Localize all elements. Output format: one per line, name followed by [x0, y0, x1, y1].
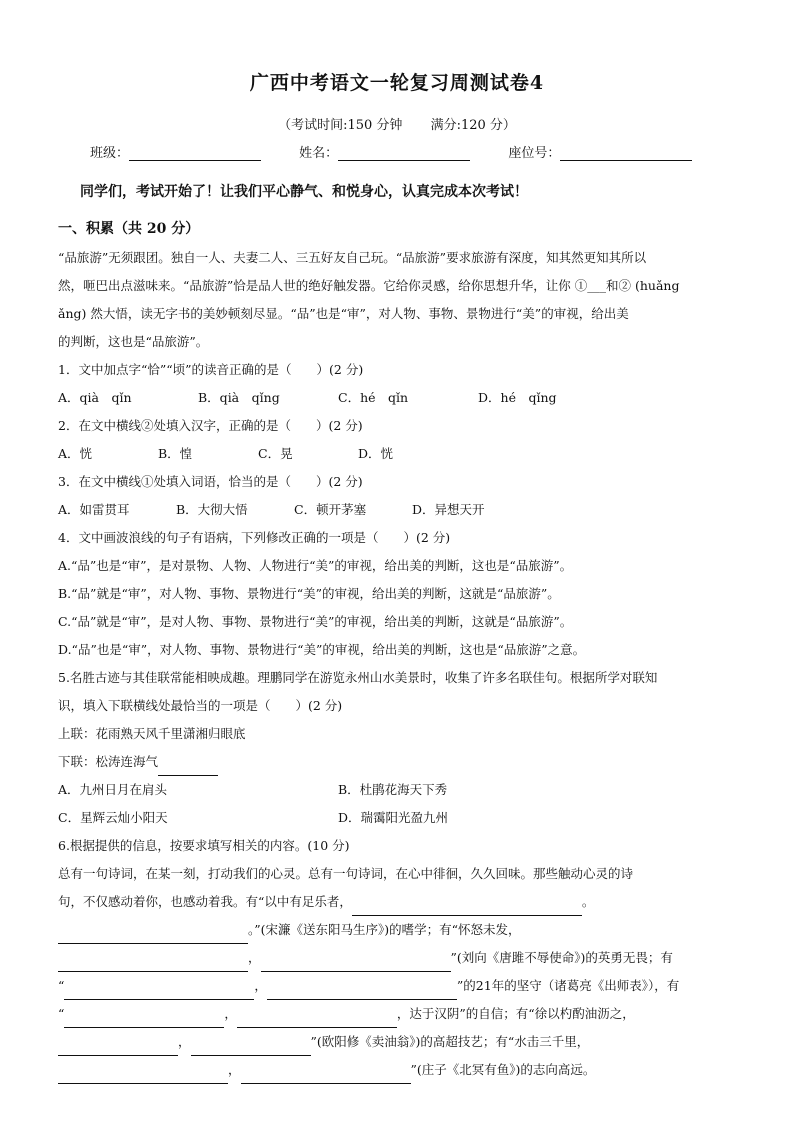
- exam-body: [58, 244, 738, 1084]
- q3-options: [58, 496, 738, 524]
- q6-text: 总有一句诗词，在某一刻，打动我们的心灵。总有一句诗词，在心中徘徊，久久回味。那些触动心灵的诗: [58, 866, 634, 881]
- page-title: 广西中考语文一轮复习周测试卷4: [249, 72, 545, 94]
- q5-stem: 5.名胜古迹与其佳联常能相映成趣。理鹏同学在游览永州山水美景时，收集了许多名联佳句。根据所学对联知: [58, 670, 658, 685]
- passage-line: “品旅游”无须跟团。独自一人、夫妻二人、三五好友自己玩。“品旅游”要求旅游有深度，知其然更知其所以: [58, 250, 647, 265]
- option[interactable]: C.“品”就是“审”，是对人物、事物、景物进行“美”的审视，给出美的判断，这就是“品旅游”。: [58, 614, 573, 629]
- option[interactable]: B.“品”就是“审”，对人物、事物、景物进行“美”的审视，给出美的判断，这就是“品旅游”。: [58, 586, 560, 601]
- upper-couplet: 上联：花雨熟天风千里潇湘归眼底: [58, 726, 246, 741]
- student-fields: [90, 142, 726, 161]
- answer-blank[interactable]: [241, 1069, 411, 1084]
- option[interactable]: D．恍: [358, 446, 394, 461]
- q4-stem: 4．文中画波浪线的句子有语病，下列修改正确的一项是（ ）(2 分): [58, 530, 451, 545]
- q6-text: 句，不仅感动着你，也感动着我。有“以中有足乐者， 。: [58, 888, 738, 916]
- q6-text: ， ”(庄子《北冥有鱼》)的志向高远。: [58, 1056, 738, 1084]
- answer-blank[interactable]: [237, 1013, 397, 1028]
- answer-blank[interactable]: [267, 985, 457, 1000]
- option[interactable]: B．qià qǐng: [198, 390, 280, 405]
- passage-line: 的判断，这也是“品旅游”。: [58, 334, 209, 349]
- option[interactable]: A．如雷贯耳: [58, 502, 130, 517]
- q3-stem: 3．在文中横线①处填入词语，恰当的是（ ）(2 分): [58, 474, 363, 489]
- answer-blank[interactable]: [64, 985, 254, 1000]
- welcome-message: 同学们，考试开始了！让我们平心静气、和悦身心，认真完成本次考试！: [80, 184, 528, 200]
- seat-field[interactable]: 座位号：: [508, 142, 692, 161]
- option[interactable]: D．hé qǐng: [478, 390, 557, 405]
- q5-stem: 识，填入下联横线处最恰当的一项是（ ）(2 分): [58, 698, 343, 713]
- answer-blank[interactable]: [352, 901, 582, 916]
- option[interactable]: A．九州日月在肩头: [58, 782, 168, 797]
- class-field[interactable]: 班级：: [90, 142, 261, 161]
- q1-stem: 1．文中加点字“恰”“顷”的读音正确的是（ ）(2 分): [58, 362, 364, 377]
- option[interactable]: C．hé qǐn: [338, 390, 409, 405]
- name-field[interactable]: 姓名：: [299, 142, 470, 161]
- answer-blank[interactable]: [58, 957, 248, 972]
- answer-blank[interactable]: [64, 1013, 224, 1028]
- q5-options: [58, 776, 738, 804]
- q6-stem: 6.根据提供的信息，按要求填写相关的内容。(10 分): [58, 838, 350, 853]
- q6-text: “ ， ”的21年的坚守（诸葛亮《出师表》），有: [58, 972, 738, 1000]
- answer-blank[interactable]: [261, 957, 451, 972]
- q2-options: [58, 440, 738, 468]
- option[interactable]: A．qià qǐn: [58, 390, 132, 405]
- passage-line: 然，咂巴出点滋味来。“品旅游”恰是品人世的绝好触发器。它给你灵感，给你思想升华，让你 ①___和② (huǎng: [58, 278, 680, 293]
- lower-couplet: 下联：松涛连海气: [58, 748, 738, 776]
- exam-score: 满分:120 分）: [430, 118, 516, 133]
- answer-blank[interactable]: [58, 929, 248, 944]
- option[interactable]: D．异想天开: [412, 502, 485, 517]
- q5-options: [58, 804, 738, 832]
- option[interactable]: D．瑞霭阳光盈九州: [338, 810, 449, 825]
- option[interactable]: D.“品”也是“审”，对人物、事物、景物进行“美”的审视，给出美的判断，这也是“品旅游”之意。: [58, 642, 586, 657]
- q1-options: [58, 384, 738, 412]
- option[interactable]: A．恍: [58, 446, 93, 461]
- exam-time: （考试时间:150 分钟: [278, 118, 403, 133]
- option[interactable]: B．惶: [158, 446, 193, 461]
- option[interactable]: B．大彻大悟: [176, 502, 248, 517]
- answer-blank[interactable]: [58, 1069, 228, 1084]
- passage-line: ǎng) 然大悟，读无字书的美妙顿刻尽显。“品”也是“审”，对人物、事物、景物进行“美”的审视，给出美: [58, 306, 629, 321]
- q6-text: “ ， ，达于汉阴”的自信；有“徐以杓酌油沥之，: [58, 1000, 738, 1028]
- q6-text: ， ”(欧阳修《卖油翁》)的高超技艺；有“水击三千里，: [58, 1028, 738, 1056]
- exam-info: [0, 114, 794, 133]
- option[interactable]: C．顿开茅塞: [294, 502, 367, 517]
- q6-text: 。”(宋濂《送东阳马生序》)的嗜学；有“怀怒未发，: [58, 916, 738, 944]
- q2-stem: 2．在文中横线②处填入汉字，正确的是（ ）(2 分): [58, 418, 363, 433]
- q6-text: ， ”(刘向《唐雎不辱使命》)的英勇无畏；有: [58, 944, 738, 972]
- option[interactable]: C．星辉云灿小阳天: [58, 810, 168, 825]
- option[interactable]: C．晃: [258, 446, 293, 461]
- section-heading: 一、积累（共 20 分）: [58, 221, 200, 237]
- answer-blank[interactable]: [58, 1041, 178, 1056]
- option[interactable]: A.“品”也是“审”，是对景物、人物、人物进行“美”的审视，给出美的判断，这也是“品旅游”。: [58, 558, 573, 573]
- option[interactable]: B．杜鹃花海天下秀: [338, 782, 448, 797]
- answer-blank[interactable]: [191, 1041, 311, 1056]
